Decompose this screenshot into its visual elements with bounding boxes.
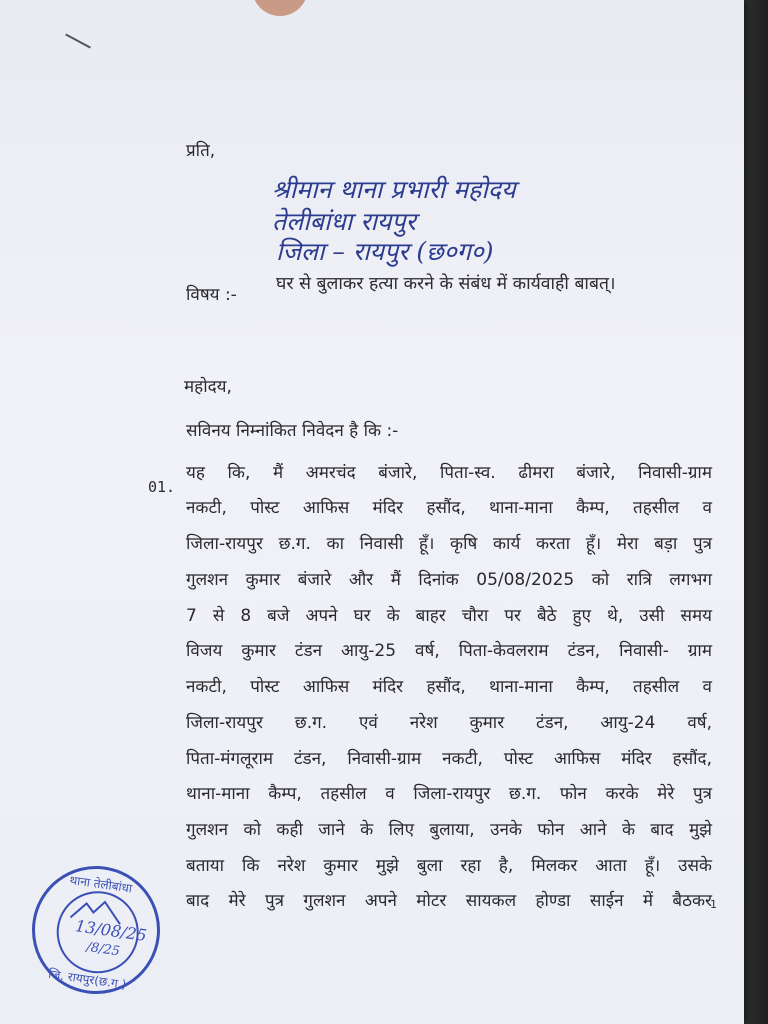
paragraph-line: विजय कुमार टंडन आयु-25 वर्ष, पिता-केवलराम टंडन, निवासी- ग्राम [186,641,712,661]
greeting: महोदय, [184,377,232,397]
handwritten-address-line-2: तेलीबांधा रायपुर [272,207,416,236]
paragraph-line: जिला-रायपुर छ.ग. का निवासी हूँ। कृषि कार्य करता हूँ। मेरा बड़ा पुत्र [186,534,712,554]
police-station-stamp [24,858,169,1003]
paragraph-line: गुलशन को कही जाने के लिए बुलाया, उनके फोन आने के बाद मुझे [186,820,712,840]
salutation-to: प्रति, [186,141,216,161]
stamp-top-text: थाना तेलीबांधा [68,872,133,896]
stamp-date-1: 13/08/25 [74,916,148,946]
paragraph-line: नकटी, पोस्ट आफिस मंदिर हसौंद, थाना-माना कैम्प, तहसील व [186,498,712,518]
paragraph-line: बताया कि नरेश कुमार मुझे बुला रहा है, मिलकर आता हूँ। उसके [186,856,712,876]
paragraph-line: यह कि, मैं अमरचंद बंजारे, पिता-स्व. ढीमरा बंजारे, निवासी-ग्राम [186,463,712,483]
paragraph-line: पिता-मंगलूराम टंडन, निवासी-ग्राम नकटी, पोस्ट आफिस मंदिर हसौंद, [186,749,712,769]
intro-line: सविनय निम्नांकित निवेदन है कि :- [186,421,399,441]
paragraph-line: बाद मेरे पुत्र गुलशन अपने मोटर सायकल होण्डा साईन में बैठकर [186,891,712,911]
paper-mark [65,34,91,49]
handwritten-address-line-3: जिला – रायपुर (छ०ग०) [276,237,494,266]
paragraph-number: 01. [148,478,176,496]
paragraph-line: गुलशन कुमार बंजारे और मैं दिनांक 05/08/2025 को रात्रि लगभग [186,570,712,590]
paragraph-line: 7 से 8 बजे अपने घर के बाहर चौरा पर बैठे हुए थे, उसी समय [186,606,712,626]
subject-label: विषय :- [186,285,237,305]
paragraph-line: जिला-रायपुर छ.ग. एवं नरेश कुमार टंडन, आयु-24 वर्ष, [186,713,712,733]
paragraph-line: थाना-माना कैम्प, तहसील व जिला-रायपुर छ.ग. फोन करके मेरे पुत्र [186,784,712,804]
handwritten-address-line-1: श्रीमान थाना प्रभारी महोदय [272,175,516,204]
page-number: 1 [710,898,717,911]
stamp-bottom-text: जि. रायपुर(छ.ग.) [47,966,128,992]
stamp-date-2: /8/25 [85,939,121,960]
subject-text: घर से बुलाकर हत्या करने के संबंध में कार्यवाही बाबत्। [276,274,616,294]
paragraph-line: नकटी, पोस्ट आफिस मंदिर हसौंद, थाना-माना कैम्प, तहसील व [186,677,712,697]
